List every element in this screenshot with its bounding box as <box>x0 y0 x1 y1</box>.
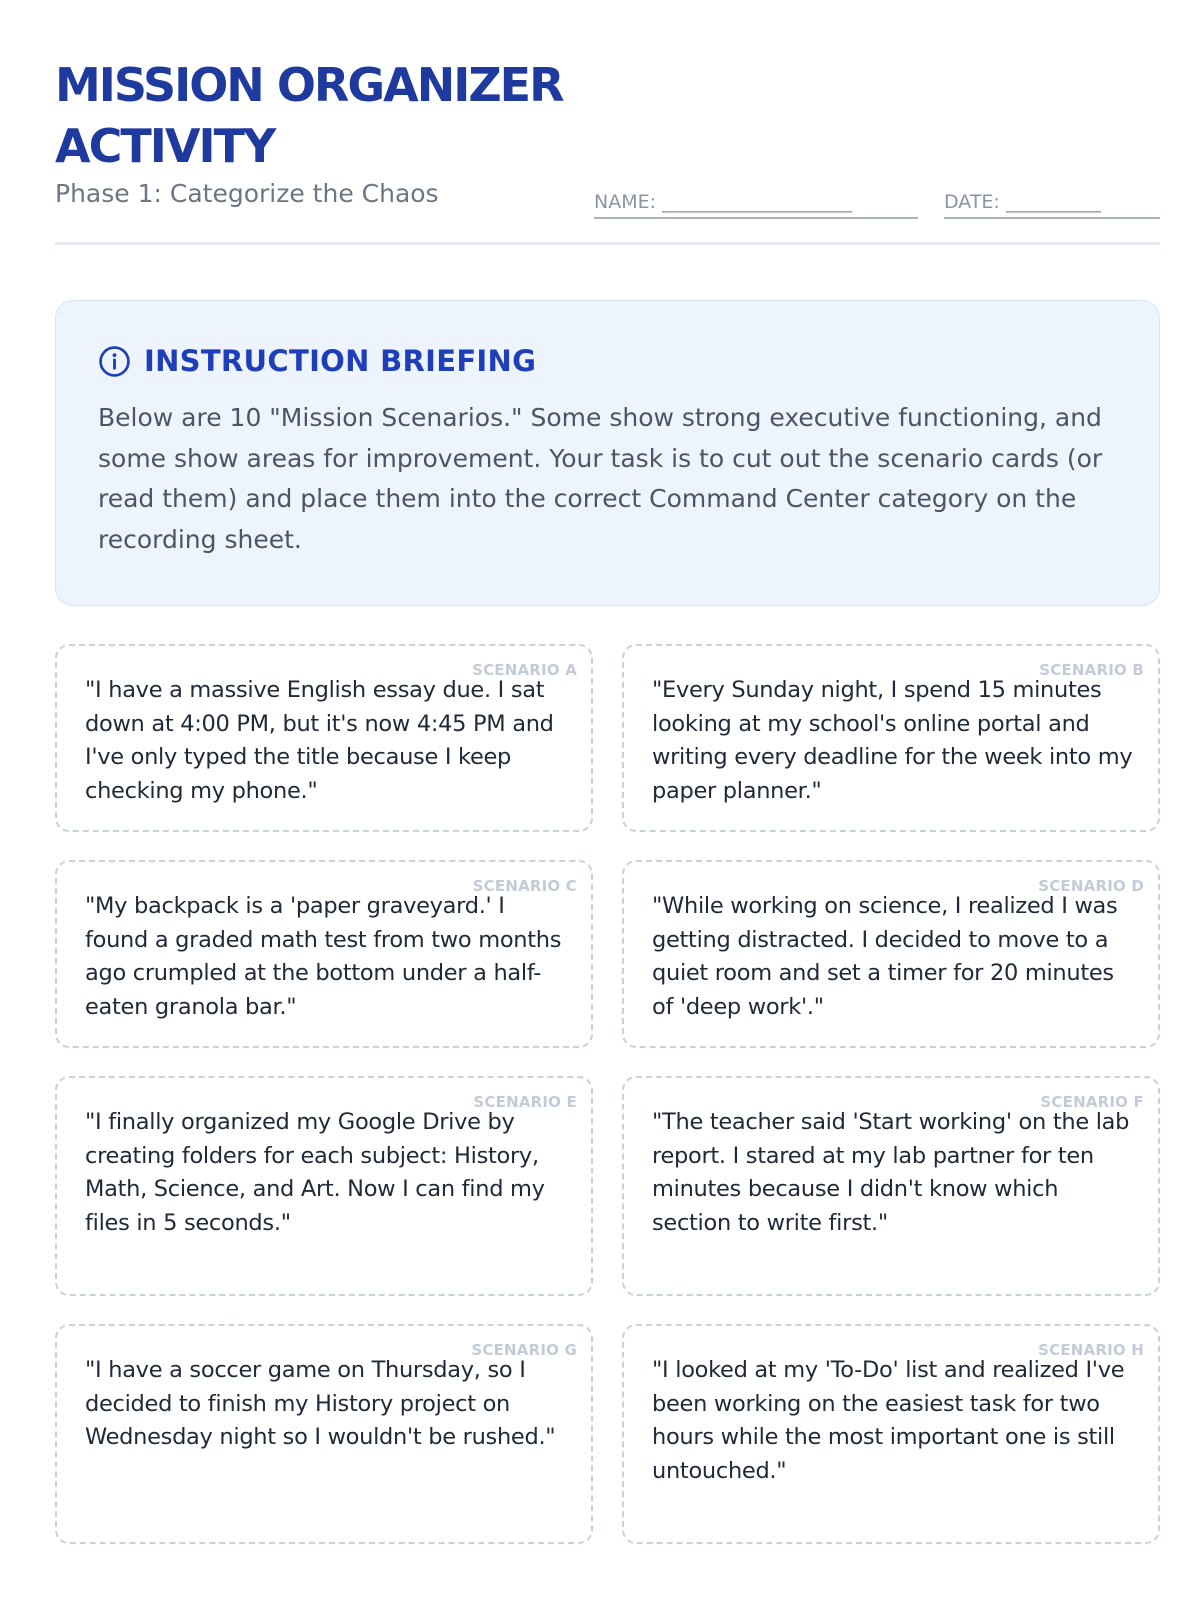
scenario-card-g[interactable] <box>55 1324 593 1544</box>
scenario-card-d[interactable] <box>622 860 1160 1048</box>
worksheet-page <box>55 55 1160 1484</box>
briefing-header <box>98 341 1119 381</box>
scenario-label: SCENARIO H <box>1038 1341 1144 1359</box>
scenario-text: "Every Sunday night, I spend 15 minutes looking at my school's online portal and writing every deadline for the week into my paper planner." <box>652 677 1133 804</box>
briefing-text: Below are 10 "Mission Scenarios." Some show strong executive functioning, and some show areas for improvement. Your task is to cut out the scenario cards (or read them) and place them into the correct Command Center category on the recording sheet. <box>98 403 1103 554</box>
scenario-text: "I have a massive English essay due. I sat down at 4:00 PM, but it's now 4:45 PM and I've only typed the title because I keep checking my phone." <box>85 677 554 804</box>
page-subtitle: Phase 1: Categorize the Chaos <box>55 179 439 208</box>
scenario-label: SCENARIO A <box>472 661 577 679</box>
info-icon <box>98 345 131 378</box>
scenario-label: SCENARIO E <box>473 1093 577 1111</box>
date-field[interactable]: DATE: __________ <box>944 187 1160 219</box>
scenario-text: "While working on science, I realized I was getting distracted. I decided to move to a quiet room and set a timer for 20 minutes of 'deep work'." <box>652 893 1118 1020</box>
scenario-card-f[interactable] <box>622 1076 1160 1296</box>
scenario-label: SCENARIO B <box>1039 661 1144 679</box>
scenario-label: SCENARIO G <box>471 1341 577 1359</box>
instruction-briefing <box>55 300 1160 606</box>
scenario-card-h[interactable] <box>622 1324 1160 1544</box>
scenario-label: SCENARIO F <box>1040 1093 1144 1111</box>
briefing-title: INSTRUCTION BRIEFING <box>144 344 537 378</box>
scenario-text: "The teacher said 'Start working' on the lab report. I stared at my lab partner for ten minutes because I didn't know which section to write first." <box>652 1109 1130 1236</box>
scenario-text: "I have a soccer game on Thursday, so I decided to finish my History project on Wednesday night so I wouldn't be rushed." <box>85 1357 556 1450</box>
scenario-label: SCENARIO D <box>1038 877 1144 895</box>
scenario-text: "I finally organized my Google Drive by creating folders for each subject: History, Math, Science, and Art. Now I can find my files in 5 seconds." <box>85 1109 545 1236</box>
scenario-card-c[interactable] <box>55 860 593 1048</box>
scenario-card-b[interactable] <box>622 644 1160 832</box>
worksheet-header <box>55 55 1160 245</box>
scenario-text: "I looked at my 'To-Do' list and realized I've been working on the easiest task for two hours while the most important one is still untouched." <box>652 1357 1125 1484</box>
scenario-card-a[interactable] <box>55 644 593 832</box>
scenario-label: SCENARIO C <box>472 877 577 895</box>
page-title: MISSION ORGANIZER ACTIVITY <box>55 58 563 173</box>
name-field[interactable]: NAME: ____________________ <box>594 187 918 219</box>
scenario-card-e[interactable] <box>55 1076 593 1296</box>
scenario-text: "My backpack is a 'paper graveyard.' I found a graded math test from two months ago crumpled at the bottom under a half-eaten granola bar." <box>85 893 562 1020</box>
